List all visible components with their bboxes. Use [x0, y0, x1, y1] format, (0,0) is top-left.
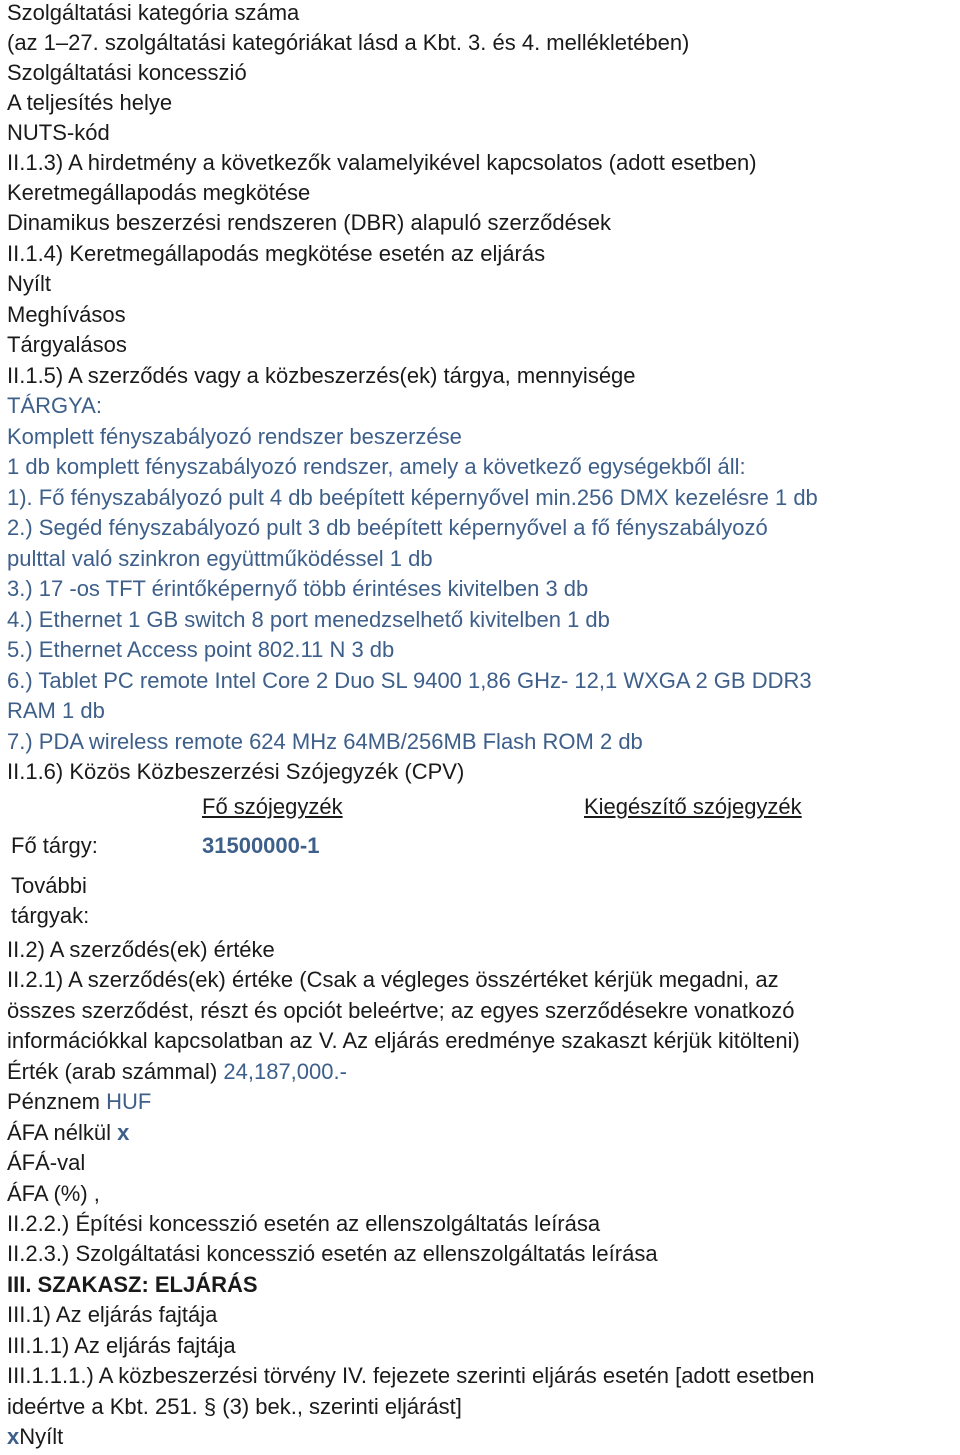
cpv-additional-objects-label-cont: tárgyak:: [11, 903, 90, 928]
subject-item-1: 1). Fő fényszabályozó pult 4 db beépített képernyővel min.256 DMX kezelésre 1 db: [7, 485, 818, 510]
service-concession-label: Szolgáltatási koncesszió: [7, 60, 247, 85]
subject-intro: 1 db komplett fényszabályozó rendszer, amely a következő egységekből áll:: [7, 454, 746, 479]
vat-rate-label: ÁFA (%) ,: [7, 1181, 100, 1206]
nuts-code-label: NUTS-kód: [7, 120, 110, 145]
open-procedure-label: Nyílt: [19, 1424, 64, 1449]
cpv-main-column-header: Fő szójegyzék: [202, 794, 343, 819]
cpv-additional-objects-label: További: [11, 873, 87, 898]
section-iii-1-1-heading: III.1.1) Az eljárás fajtája: [7, 1333, 236, 1358]
vat-excluded-mark: x: [117, 1120, 130, 1145]
section-iii-1-heading: III.1) Az eljárás fajtája: [7, 1302, 218, 1327]
currency-value: HUF: [106, 1089, 152, 1114]
currency-label: Pénznem: [7, 1089, 107, 1114]
section-ii-2-1-heading: II.2.1) A szerződés(ek) értéke (Csak a végleges összértéket kérjük megadni, az: [7, 967, 779, 992]
procedure-open-selected-row: [7, 1424, 63, 1450]
section-iii-1-1-1-heading-cont: ideértve a Kbt. 251. § (3) bek., szerinti eljárást]: [7, 1394, 462, 1419]
section-ii-2-heading: II.2) A szerződés(ek) értéke: [7, 937, 275, 962]
currency-row: [7, 1089, 151, 1115]
section-ii-1-4-heading: II.1.4) Keretmegállapodás megkötése esetén az eljárás: [7, 241, 546, 266]
service-category-note: (az 1–27. szolgáltatási kategóriákat lásd a Kbt. 3. és 4. mellékletében): [7, 30, 690, 55]
dps-option: Dinamikus beszerzési rendszeren (DBR) alapuló szerződések: [7, 210, 612, 235]
section-ii-2-3-heading: II.2.3.) Szolgáltatási koncesszió esetén az ellenszolgáltatás leírása: [7, 1241, 658, 1266]
subject-item-6-cont: RAM 1 db: [7, 698, 105, 723]
section-ii-2-1-heading-cont-2: információkkal kapcsolatban az V. Az eljárás eredménye szakaszt kérjük kitölteni): [7, 1028, 800, 1053]
contract-value-amount: 24,187,000.-: [223, 1059, 347, 1084]
subject-item-4: 4.) Ethernet 1 GB switch 8 port menedzselhető kivitelben 1 db: [7, 607, 610, 632]
cpv-main-object-code: 31500000-1: [202, 833, 320, 858]
section-ii-1-3-heading: II.1.3) A hirdetmény a következők valamelyikével kapcsolatos (adott esetben): [7, 150, 757, 175]
procedure-negotiated-option: Tárgyalásos: [7, 332, 127, 357]
section-ii-2-2-heading: II.2.2.) Építési koncesszió esetén az ellenszolgáltatás leírása: [7, 1211, 601, 1236]
place-of-performance-label: A teljesítés helye: [7, 90, 173, 115]
subject-item-5: 5.) Ethernet Access point 802.11 N 3 db: [7, 637, 395, 662]
procedure-restricted-option: Meghívásos: [7, 302, 126, 327]
contract-value-label: Érték (arab számmal): [7, 1059, 224, 1084]
subject-item-6: 6.) Tablet PC remote Intel Core 2 Duo SL 9400 1,86 GHz- 12,1 WXGA 2 GB DDR3: [7, 668, 812, 693]
procedure-open-option: Nyílt: [7, 271, 51, 296]
vat-excluded-label: ÁFA nélkül: [7, 1120, 118, 1145]
section-iii-1-1-1-heading: III.1.1.1.) A közbeszerzési törvény IV. fejezete szerinti eljárás esetén [adott esetben: [7, 1363, 815, 1388]
framework-agreement-option: Keretmegállapodás megkötése: [7, 180, 311, 205]
subject-title: Komplett fényszabályozó rendszer beszerzése: [7, 424, 462, 449]
subject-item-3: 3.) 17 -os TFT érintőképernyő több érintéses kivitelben 3 db: [7, 576, 589, 601]
subject-item-2: 2.) Segéd fényszabályozó pult 3 db beépített képernyővel a fő fényszabályozó: [7, 515, 768, 540]
cpv-main-object-label: Fő tárgy:: [11, 833, 98, 858]
open-procedure-mark: x: [7, 1424, 20, 1449]
section-iii-heading: III. SZAKASZ: ELJÁRÁS: [7, 1272, 258, 1297]
contract-value-row: [7, 1059, 347, 1085]
subject-label: TÁRGYA:: [7, 393, 102, 418]
service-category-heading: Szolgáltatási kategória száma: [7, 0, 300, 25]
subject-item-7: 7.) PDA wireless remote 624 MHz 64MB/256MB Flash ROM 2 db: [7, 729, 643, 754]
cpv-supplementary-column-header: Kiegészítő szójegyzék: [584, 794, 802, 819]
section-ii-2-1-heading-cont-1: összes szerződést, részt és opciót beleértve; az egyes szerződésekre vonatkozó: [7, 998, 795, 1023]
subject-item-2-cont: pulttal való szinkron együttműködéssel 1 db: [7, 546, 433, 571]
section-ii-1-5-heading: II.1.5) A szerződés vagy a közbeszerzés(ek) tárgya, mennyisége: [7, 363, 636, 388]
section-ii-1-6-heading: II.1.6) Közös Közbeszerzési Szójegyzék (CPV): [7, 759, 465, 784]
vat-excluded-row: [7, 1120, 129, 1146]
vat-included-label: ÁFÁ-val: [7, 1150, 86, 1175]
